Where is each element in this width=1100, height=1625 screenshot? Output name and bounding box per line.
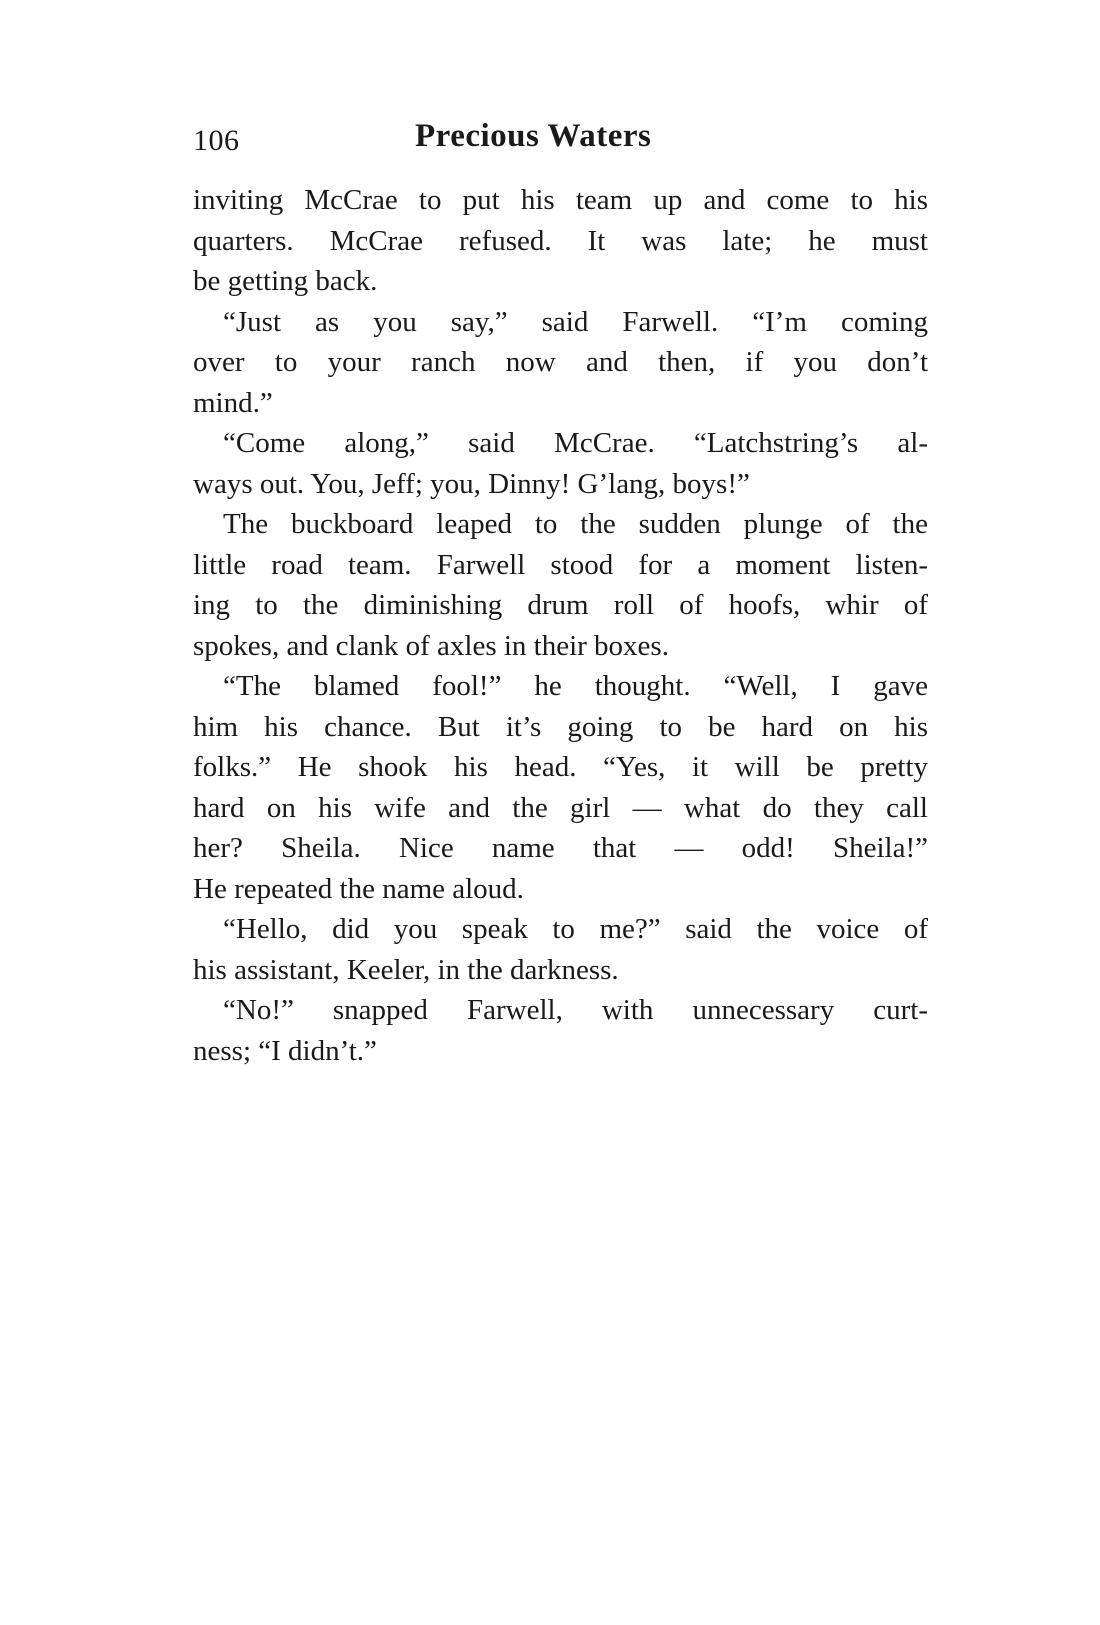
text-line: spokes, and clank of axles in their boxes.	[193, 629, 669, 662]
page-number: 106	[193, 124, 240, 157]
text-line: ness; “I didn’t.”	[193, 1034, 377, 1067]
text-line: mind.”	[193, 386, 273, 419]
running-title: Precious Waters	[415, 118, 652, 154]
text-line: inviting McCrae to put his team up and come to his	[193, 184, 928, 216]
text-line: over to your ranch now and then, if you don’t	[193, 346, 928, 378]
text-line: little road team. Farwell stood for a moment listen-	[193, 548, 928, 581]
text-line: “Just as you say,” said Farwell. “I’m coming	[223, 305, 928, 338]
text-line: hard on his wife and the girl — what do they call	[193, 791, 928, 824]
text-line: The buckboard leaped to the sudden plunge of the	[223, 508, 928, 540]
text-line: be getting back.	[193, 265, 378, 297]
text-line: ways out. You, Jeff; you, Dinny! G’lang, boys!”	[193, 467, 750, 500]
text-line: “Come along,” said McCrae. “Latchstring’s al-	[223, 427, 928, 459]
text-line: quarters. McCrae refused. It was late; he must	[193, 224, 928, 257]
text-line: folks.” He shook his head. “Yes, it will be pretty	[193, 751, 928, 783]
text-line: “Hello, did you speak to me?” said the voice of	[223, 913, 928, 945]
text-line: him his chance. But it’s going to be hard on his	[193, 710, 928, 743]
text-line: He repeated the name aloud.	[193, 872, 524, 905]
body-text	[193, 180, 928, 1071]
text-line: “No!” snapped Farwell, with unnecessary curt-	[223, 994, 928, 1026]
running-head	[193, 118, 928, 168]
text-line: his assistant, Keeler, in the darkness.	[193, 953, 619, 986]
text-line: ing to the diminishing drum roll of hoofs, whir of	[193, 589, 928, 621]
text-line: her? Sheila. Nice name that — odd! Sheila!”	[193, 832, 928, 864]
text-line: “The blamed fool!” he thought. “Well, I gave	[223, 670, 928, 702]
